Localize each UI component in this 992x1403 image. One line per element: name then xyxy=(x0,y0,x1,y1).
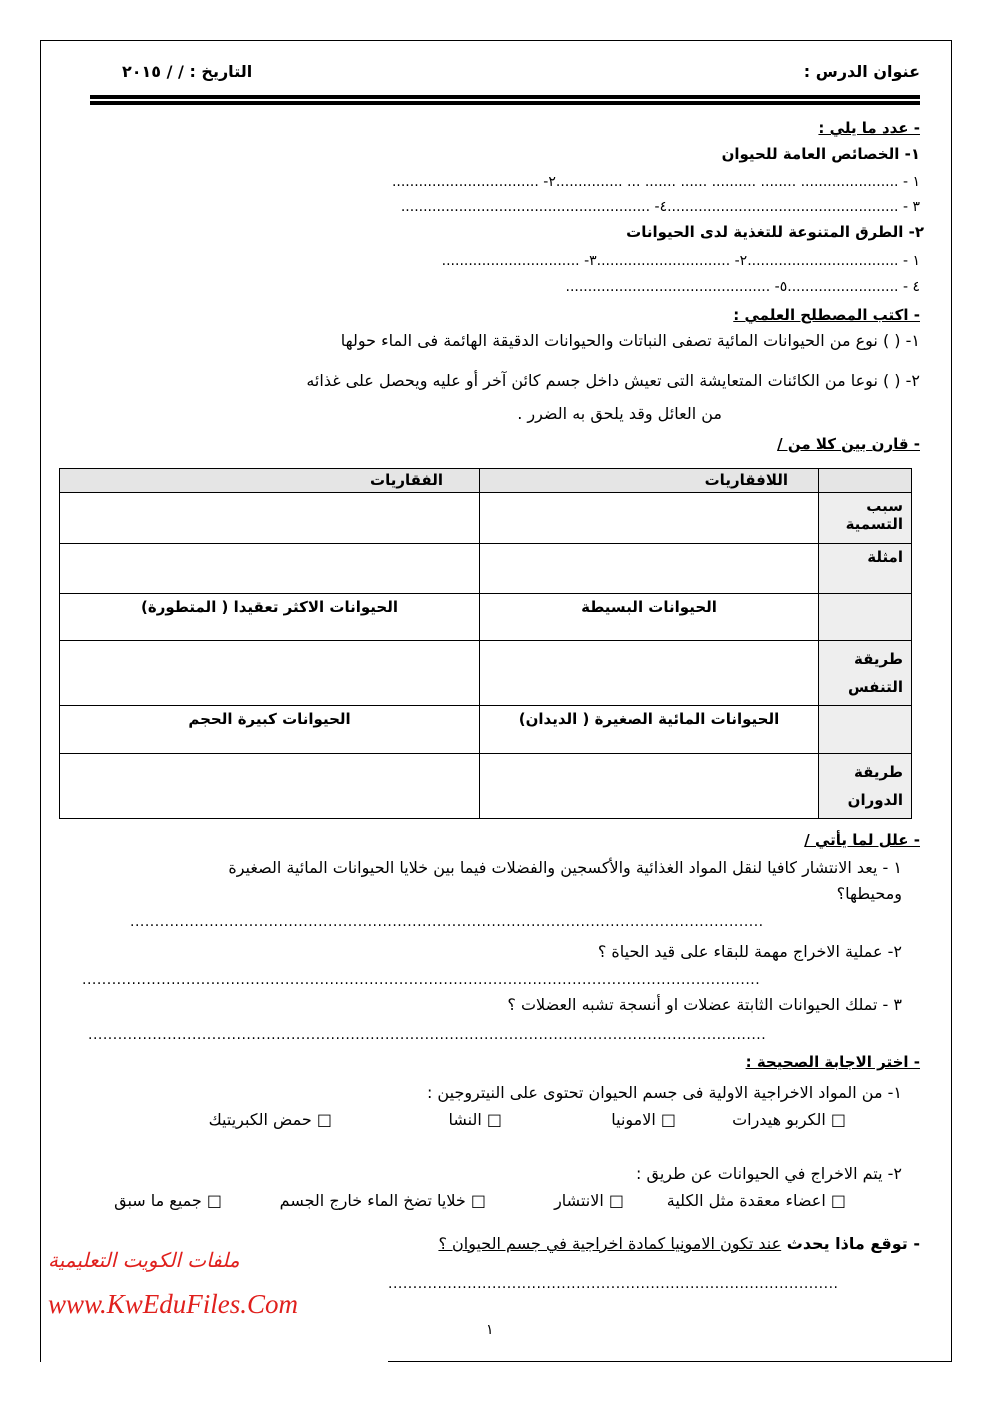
watermark-url[interactable]: www.KwEduFiles.Com xyxy=(48,1289,299,1319)
terms-q2-line1[interactable]: ٢- ( ) نوعا من الكائنات المتعايشة التى تعيش داخل جسم كائن آخر أو عليه ويحصل على غذائه xyxy=(306,371,920,390)
choose-q2-option-1[interactable]: □ اعضاء معقدة مثل الكلية xyxy=(666,1191,846,1210)
table-row xyxy=(60,544,912,594)
row-circulation-label: طريقة الدوران xyxy=(819,754,912,819)
sub-complex-animals: الحيوانات الاكثر تعقيدا ( المتطورة) xyxy=(60,594,480,641)
comparison-table xyxy=(59,468,912,819)
terms-q1[interactable]: ١- ( ) نوع من الحيوانات المائية تصفى النباتات والحيوانات الدقيقة الهائمة فى الماء حولها xyxy=(340,331,920,350)
lesson-title-label: عنوان الدرس : xyxy=(803,62,920,81)
predict-answer[interactable]: ........................................................................................... xyxy=(388,1276,839,1292)
choose-title: - اختر الاجابة الصحيحة : xyxy=(745,1053,920,1071)
enumerate-q2-line2[interactable]: ٤ - .........................٥- .............................................. xyxy=(565,279,920,295)
sub-simple-animals: الحيوانات البسيطة xyxy=(480,594,819,641)
choose-q1-option-2[interactable]: □ الامونيا xyxy=(611,1110,676,1129)
choose-q2-option-3[interactable]: □ خلايا تضخ الماء خارج الجسم xyxy=(279,1191,486,1210)
enumerate-title: - عدد ما يلي : xyxy=(818,119,920,137)
compare-title: - قارن بين كلا من / xyxy=(777,435,920,453)
explain-q3-answer[interactable]: ......................................................................................................................................... xyxy=(88,1027,767,1043)
row-breathing-label: طريقة التنفس xyxy=(819,641,912,706)
choose-q2-option-2[interactable]: □ الانتشار xyxy=(554,1191,624,1210)
enumerate-q2-title: ٢- الطرق المتنوعة للتغذية لدى الحيوانات xyxy=(626,223,924,241)
table-row xyxy=(60,706,912,754)
choose-q1-option-1[interactable]: □ الكربو هيدرات xyxy=(732,1110,846,1129)
choose-q1-option-3[interactable]: □ النشا xyxy=(448,1110,502,1129)
choose-q1-option-4[interactable]: □ حمض الكبريتيك xyxy=(208,1110,332,1129)
col-vertebrates: الفقاريات xyxy=(60,469,480,493)
enumerate-q1-line2[interactable]: ٣ - ....................................................٤- ........................................................ xyxy=(400,199,920,215)
table-header-corner xyxy=(819,469,912,493)
terms-q2-line2: من العائل وقد يلحق به الضرر . xyxy=(517,404,722,423)
explain-q1-answer[interactable]: ................................................................................................................................ xyxy=(130,914,764,930)
enumerate-q2-line1[interactable]: ١ - ..................................٢- ..............................٣- ............................... xyxy=(441,253,920,269)
examples-vertebrates-cell[interactable] xyxy=(60,544,480,594)
predict-title xyxy=(438,1234,920,1254)
predict-title-prefix: - توقع ماذا يحدث xyxy=(786,1234,920,1253)
circulation-small-cell[interactable] xyxy=(480,754,819,819)
explain-q1-line2: ومحيطها؟ xyxy=(836,884,902,903)
naming-invertebrates-cell[interactable] xyxy=(480,493,819,544)
row-examples-label: امثلة xyxy=(819,544,912,594)
header-separator-text xyxy=(90,88,922,104)
breathing-complex-cell[interactable] xyxy=(60,641,480,706)
terms-title: - اكتب المصطلح العلمي : xyxy=(733,306,920,324)
enumerate-q1-title: ١- الخصائص العامة للحيوان xyxy=(721,145,920,163)
explain-q2: ٢- عملية الاخراج مهمة للبقاء على قيد الحياة ؟ xyxy=(597,942,902,961)
col-invertebrates: اللافقاريات xyxy=(480,469,819,493)
breathing-simple-cell[interactable] xyxy=(480,641,819,706)
sub-large-animals: الحيوانات كبيرة الحجم xyxy=(60,706,480,754)
explain-title: - علل لما يأتي / xyxy=(804,831,920,849)
choose-q1: ١- من المواد الاخراجية الاولية فى جسم الحيوان تحتوى على النيتروجين : xyxy=(426,1083,902,1102)
row-naming-label: سبب التسمية xyxy=(819,493,912,544)
watermark-arabic: ملفات الكويت التعليمية xyxy=(48,1248,240,1272)
table-row xyxy=(60,754,912,819)
explain-q2-answer[interactable]: ......................................................................................................................................... xyxy=(82,972,761,988)
page-number: ١ xyxy=(486,1322,494,1338)
examples-invertebrates-cell[interactable] xyxy=(480,544,819,594)
enumerate-q1-line1[interactable]: ١ - ...................... ........ .......... ...... ....... ... ...............٢- ................................. xyxy=(391,174,920,190)
naming-vertebrates-cell[interactable] xyxy=(60,493,480,544)
sub-small-aquatic-animals: الحيوانات المائية الصغيرة ( الديدان) xyxy=(480,706,819,754)
empty-row-label xyxy=(819,594,912,641)
circulation-large-cell[interactable] xyxy=(60,754,480,819)
table-row xyxy=(60,594,912,641)
table-header-row xyxy=(60,469,912,493)
table-row xyxy=(60,493,912,544)
predict-title-suffix: عند تكون الامونيا كمادة اخراجية في جسم الحيوان ؟ xyxy=(438,1234,782,1253)
table-row xyxy=(60,641,912,706)
explain-q3: ٣ - تملك الحيوانات الثابتة عضلات او أنسجة تشبه العضلات ؟ xyxy=(507,995,902,1014)
frame-bottom-border xyxy=(388,1361,952,1362)
date-label: التاريخ : / / ٢٠١٥ xyxy=(122,62,253,81)
choose-q2: ٢- يتم الاخراج في الحيوانات عن طريق : xyxy=(636,1164,902,1183)
choose-q2-option-4[interactable]: □ جميع ما سبق xyxy=(114,1191,222,1210)
explain-q1-line1: ١ - يعد الانتشار كافيا لنقل المواد الغذائية والأكسجين والفضلات فيما بين خلايا الحيوانات المائية الصغيرة xyxy=(228,858,902,877)
frame-corner-tick xyxy=(40,1340,41,1362)
empty-row-label-2 xyxy=(819,706,912,754)
